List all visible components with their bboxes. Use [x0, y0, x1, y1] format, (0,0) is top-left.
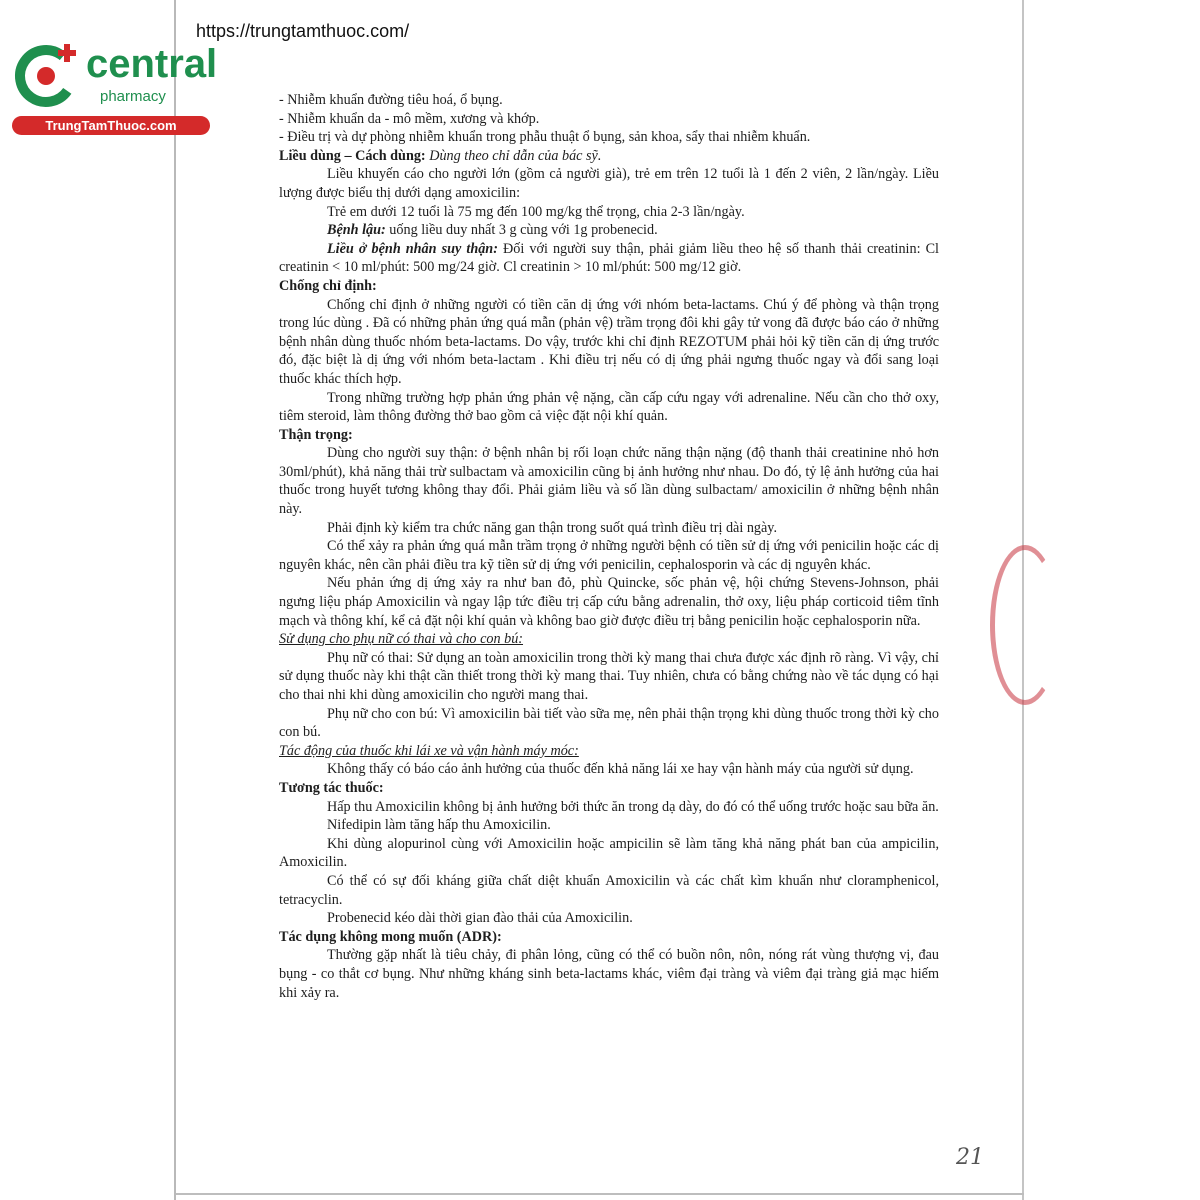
adr-paragraph: Thường gặp nhất là tiêu chảy, đi phân lỏng, cũng có thể có buồn nôn, nôn, nóng rát vùng thượng vị, đau bụng - co thắt cơ bụng. Như những kháng sinh beta-lactams khác, viêm đại tràng và viêm đại tràng giả mạc hiếm khi xảy ra. — [279, 947, 939, 1001]
pharmacy-cross-icon — [12, 38, 84, 110]
scan-edge-bottom — [176, 1193, 1024, 1195]
dosage-children: Trẻ em dưới 12 tuổi là 75 mg đến 100 mg/kg thể trọng, chia 2-3 lần/ngày. — [327, 203, 745, 220]
dosage-heading-note: Dùng theo chỉ dẫn của bác sỹ. — [429, 147, 602, 164]
dosage-renal — [279, 240, 939, 277]
pregnancy-paragraph: Phụ nữ có thai: Sử dụng an toàn amoxicilin trong thời kỳ mang thai chưa được xác định rõ ràng. Vì vậy, chỉ sử dụng thuốc này khi thật cần thiết trong thời kỳ mang thai. Tuy nhiên, chưa có bằng chứng nào về tác dụng có hại cho thai nhi khi dùng amoxicilin cho người mang thai. — [279, 649, 939, 703]
source-url[interactable]: https://trungtamthuoc.com/ — [196, 21, 410, 41]
central-pharmacy-logo[interactable] — [8, 36, 220, 140]
dosage-paragraph: Liều khuyến cáo cho người lớn (gồm cả người già), trẻ em trên 12 tuổi là 1 đến 2 viên, 2 lần/ngày. Liều lượng được biểu thị dưới dạng amoxicilin: — [279, 166, 939, 201]
gonorrhea-label: Bệnh lậu: — [327, 222, 386, 239]
contraindications-paragraph: Chống chỉ định ở những người có tiền căn dị ứng với nhóm beta-lactams. Chú ý để phòng và thận trọng trong lúc dùng . Đã có những phản ứng quá mẫn (phản vệ) trầm trọng đôi khi gây tử vong đã được báo cáo ở những bệnh nhân dùng thuốc nhóm beta-lactams. Do vậy, trước khi chỉ định REZOTUM phải hỏi kỹ tiền căn dị ứng trước đó, đặc biệt là dị ứng với nhóm beta-lactam . Khi điều trị nếu có dị ứng phải ngưng thuốc ngay và đổi sang loại thuốc khác thích hợp. — [279, 296, 939, 387]
renal-text: Đối với người suy thận, phải giảm liều theo hệ số thanh thải creatinin: Cl creatinin < 10 ml/phút: 500 mg/24 giờ. Cl creatinin > 10 ml/phút: 500 mg/12 giờ. — [279, 240, 940, 276]
contraindications-heading: Chống chỉ định: — [279, 277, 377, 294]
interactions-paragraph: Probenecid kéo dài thời gian đào thải của Amoxicilin. — [327, 910, 633, 927]
interactions-paragraph: Có thể có sự đối kháng giữa chất diệt khuẩn Amoxicilin và các chất kìm khuẩn như cloramphenicol, tetracyclin. — [279, 872, 939, 908]
driving-paragraph: Không thấy có báo cáo ảnh hưởng của thuốc đến khả năng lái xe hay vận hành máy của người sử dụng. — [327, 761, 914, 778]
logo-banner: TrungTamThuoc.com — [12, 116, 210, 135]
page-mark: 21 — [956, 1145, 984, 1170]
indication-item: - Nhiễm khuẩn da - mô mềm, xương và khớp. — [279, 110, 540, 127]
breastfeeding-paragraph: Phụ nữ cho con bú: Vì amoxicilin bài tiết vào sữa mẹ, nên phải thận trọng khi dùng thuốc trong thời kỳ cho con bú. — [279, 705, 939, 741]
precautions-paragraph: Phải định kỳ kiểm tra chức năng gan thận trong suốt quá trình điều trị dài ngày. — [327, 519, 778, 536]
dosage-gonorrhea — [279, 221, 939, 240]
interactions-heading: Tương tác thuốc: — [279, 779, 384, 796]
precautions-paragraph: Có thể xảy ra phản ứng quá mẫn trầm trọng ở những người bệnh có tiền sử dị ứng với penicilin hoặc các dị nguyên khác, nên cần phải điều tra kỹ tiền sử dị ứng với penicilin, cephalosporin và các dị nguyên khác. — [279, 538, 939, 573]
indication-item: - Nhiễm khuẩn đường tiêu hoá, ổ bụng. — [279, 92, 503, 108]
interactions-paragraph: Nifedipin làm tăng hấp thu Amoxicilin. — [327, 817, 551, 834]
red-seal-stamp — [990, 545, 1060, 705]
driving-heading: Tác động của thuốc khi lái xe và vận hành máy móc: — [279, 742, 579, 759]
contraindications-paragraph: Trong những trường hợp phản ứng phản vệ nặng, cần cấp cứu ngay với adrenaline. Nếu cần cho thở oxy, tiêm steroid, làm thông đường thở bao gồm cả việc đặt nội khí quản. — [279, 389, 939, 425]
precautions-heading: Thận trọng: — [279, 426, 353, 443]
pregnancy-heading: Sử dụng cho phụ nữ có thai và cho con bú: — [279, 631, 524, 648]
logo-name: central — [86, 42, 218, 86]
interactions-paragraph: Hấp thu Amoxicilin không bị ảnh hưởng bởi thức ăn trong dạ dày, do đó có thể uống trước hoặc sau bữa ăn. — [327, 798, 939, 815]
dosage-heading: Liều dùng – Cách dùng: — [279, 147, 426, 164]
adr-heading: Tác dụng không mong muốn (ADR): — [279, 928, 502, 945]
precautions-paragraph: Dùng cho người suy thận: ở bệnh nhân bị rối loạn chức năng thận nặng (độ thanh thải creatinine nhỏ hơn 30ml/phút), khả năng thải trừ sulbactam và amoxicilin cũng bị ảnh hưởng như nhau. Do đó, tỷ lệ ảnh hưởng của hai thuốc trong huyết tương không thay đổi. Phải giảm liều và số lần dùng sulbactam/ amoxicilin ở những bệnh nhân này. — [279, 445, 939, 518]
indication-item: - Điều trị và dự phòng nhiễm khuẩn trong phẫu thuật ổ bụng, sản khoa, sẩy thai nhiễm khuẩn. — [279, 129, 811, 146]
leaflet-page — [279, 91, 939, 1002]
dosage-heading-line — [279, 147, 939, 166]
renal-label: Liều ở bệnh nhân suy thận: — [327, 240, 498, 257]
scan-edge-left — [174, 0, 176, 1200]
precautions-paragraph: Nếu phản ứng dị ứng xảy ra như ban đỏ, phù Quincke, sốc phản vệ, hội chứng Stevens-Johnson, phải ngưng liệu pháp Amoxicilin và ngay lập tức điều trị cấp cứu bằng adrenalin, thở oxy, liệu pháp corticoid tiêm tĩnh mạch và thông khí, kể cả đặt nội khí quản và không bao giờ được điều trị bằng penicilin hoặc cephalosporin nữa. — [279, 575, 939, 629]
gonorrhea-text: uống liều duy nhất 3 g cùng với 1g probenecid. — [389, 222, 658, 239]
interactions-paragraph: Khi dùng alopurinol cùng với Amoxicilin hoặc ampicilin sẽ làm tăng khả năng phát ban của ampicilin, Amoxicilin. — [279, 835, 939, 871]
logo-subtitle: pharmacy — [100, 88, 166, 105]
